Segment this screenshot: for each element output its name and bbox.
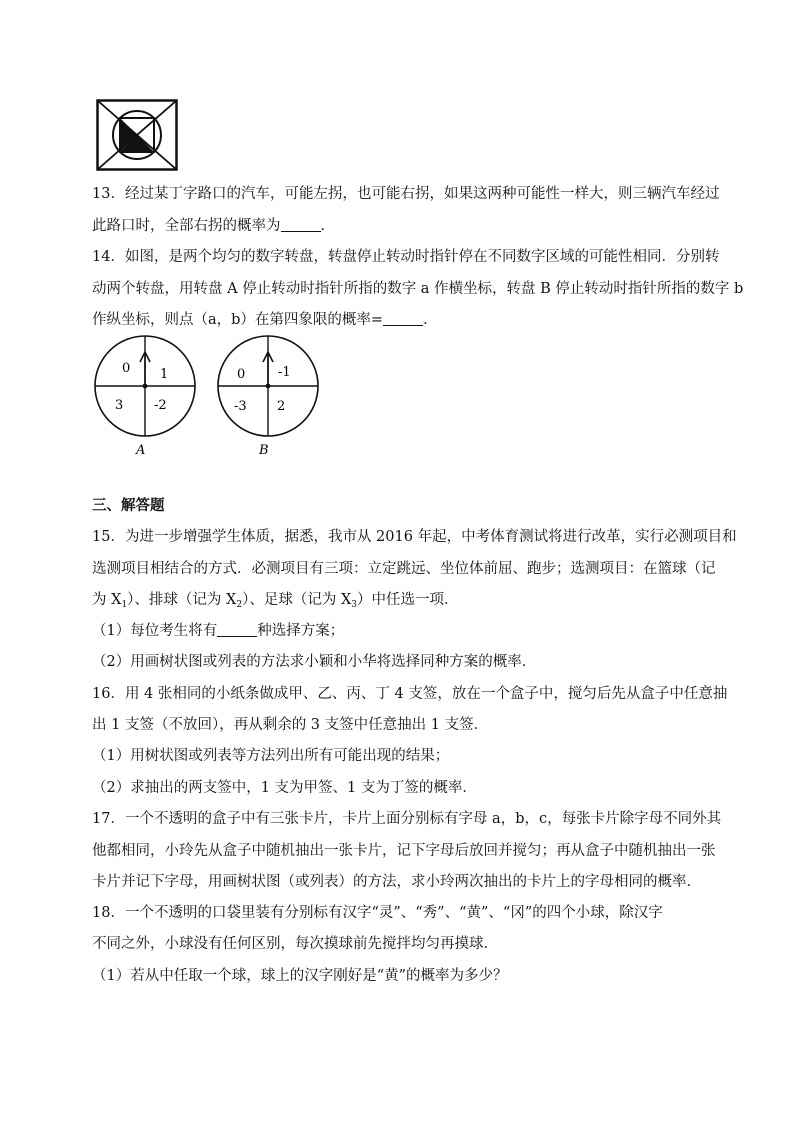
subscript: 2: [236, 600, 243, 610]
spinner-b-name: B: [259, 443, 269, 458]
q15-text: 为 X: [92, 592, 122, 608]
q13-line2: [92, 215, 335, 237]
subscript: 3: [351, 600, 358, 610]
q15-text: ）、足球（记为 X: [242, 592, 352, 608]
q16-line2: 出 1 支签（不放回），再从剩余的 3 支签中任意抽出 1 支签．: [92, 717, 489, 733]
spinner-b-label-br: 2: [277, 399, 286, 414]
spinner-a-label-tl: 0: [122, 361, 131, 376]
spinner-a-label-bl: 3: [115, 398, 124, 413]
q15-line3: [92, 589, 459, 616]
q14-text: 作纵坐标，则点（a，b）在第四象限的概率=: [92, 312, 384, 328]
q15-line2: 选测项目相结合的方式．必测项目有三项：立定跳远、坐位体前屈、跑步；选测项目：在篮球（记: [92, 561, 716, 577]
q15-sub1-end: 种选择方案；: [257, 623, 345, 639]
q17-line1: 17．一个不透明的盒子中有三张卡片，卡片上面分别标有字母 a，b，c，每张卡片除字母不同外其: [92, 811, 722, 827]
q14-line3: [92, 309, 438, 331]
spinner-a-label-br: -2: [154, 398, 167, 413]
q13-text: 此路口时，全部右拐的概率为: [92, 218, 281, 234]
q16-line1: 16．用 4 张相同的小纸条做成甲、乙、丙、丁 4 支签，放在一个盒子中，搅匀后先从盒子中任意抽: [92, 686, 728, 702]
q14-end: ．: [423, 312, 438, 328]
spinner-b-label-tr: -1: [278, 365, 291, 380]
q16-sub2: （2）求抽出的两支签中，1 支为甲签、1 支为丁签的概率．: [92, 780, 477, 796]
q18-line2: 不同之外，小球没有任何区别，每次摸球前先搅拌均匀再摸球．: [92, 936, 498, 952]
spinner-a-label-tr: 1: [160, 367, 169, 382]
spinner-figure: [90, 334, 320, 459]
q15-sub1-text: （1）每位考生将有: [92, 623, 218, 639]
answer-blank: [217, 622, 257, 637]
q15-text: ）、排球（记为 X: [127, 592, 237, 608]
q15-sub1: [92, 620, 344, 642]
geometry-figure: [96, 99, 178, 171]
q14-line1: 14．如图，是两个均匀的数字转盘，转盘停止转动时指针停在不同数字区域的可能性相同．分别转: [92, 249, 720, 265]
q17-line2: 他都相同，小玲先从盒子中随机抽出一张卡片，记下字母后放回并搅匀；再从盒子中随机抽出一张: [92, 843, 716, 859]
q13-line1: 13．经过某丁字路口的汽车，可能左拐，也可能右拐，如果这两种可能性一样大，则三辆汽车经过: [92, 186, 720, 202]
q14-line2: 动两个转盘，用转盘 A 停止转动时指针所指的数字 a 作横坐标，转盘 B 停止转动时指针所指的数字 b: [92, 281, 744, 297]
subscript: 1: [121, 600, 128, 610]
q15-text: ）中任选一项．: [357, 592, 459, 608]
q15-sub2: （2）用画树状图或列表的方法求小颖和小华将选择同种方案的概率．: [92, 654, 537, 670]
q18-line1: 18．一个不透明的口袋里装有分别标有汉字“灵”、“秀”、“黄”、“冈”的四个小球，除汉字: [92, 905, 663, 921]
spinner-b-label-bl: -3: [234, 399, 247, 414]
spinner-a-name: A: [136, 443, 146, 458]
spinner-b: [218, 336, 318, 458]
section-title: 三、解答题: [92, 497, 165, 514]
q15-line1: 15．为进一步增强学生体质，据悉，我市从 2016 年起，中考体育测试将进行改革，实行必测项目和: [92, 529, 737, 545]
q13-end: ．: [320, 218, 335, 234]
spinner-b-label-tl: 0: [237, 367, 246, 382]
q17-line3: 卡片并记下字母，用画树状图（或列表）的方法，求小玲两次抽出的卡片上的字母相同的概率．: [92, 874, 701, 890]
q18-sub1: （1）若从中任取一个球，球上的汉字刚好是“黄”的概率为多少？: [92, 968, 508, 984]
answer-blank: [281, 217, 321, 232]
spinner-a: [95, 336, 195, 458]
answer-blank: [383, 311, 423, 326]
q16-sub1: （1）用树状图或列表等方法列出所有可能出现的结果；: [92, 748, 450, 764]
